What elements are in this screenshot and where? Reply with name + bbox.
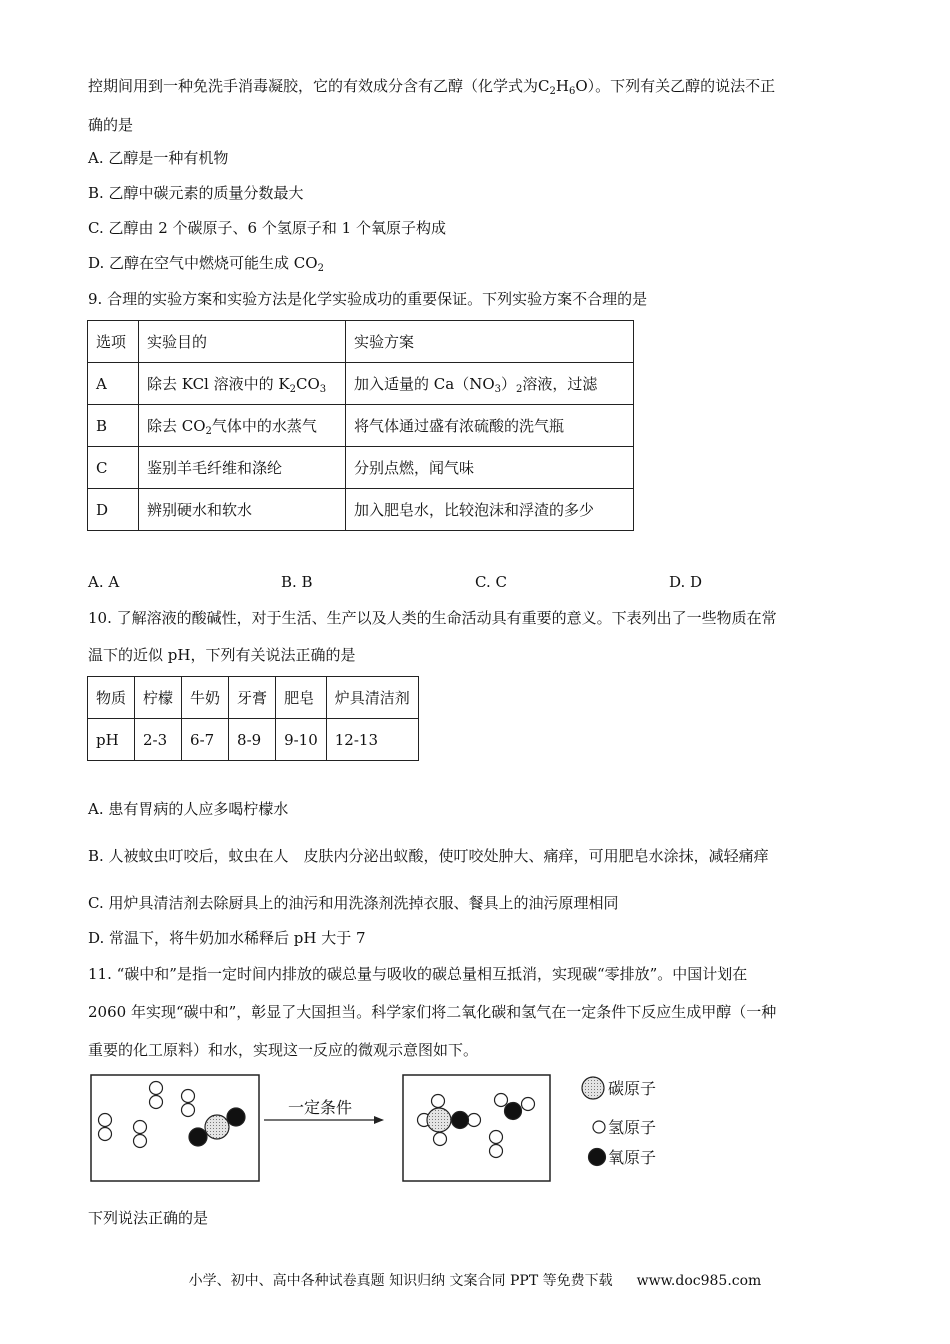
table-cell: 牙膏 bbox=[229, 677, 276, 719]
q8-option-b: B. 乙醇中碳元素的质量分数最大 bbox=[88, 184, 304, 202]
hydrogen-atom-icon bbox=[593, 1121, 605, 1133]
table-cell: 鉴别羊毛纤维和涤纶 bbox=[139, 447, 346, 489]
table-cell: 物质 bbox=[88, 677, 135, 719]
table-cell: 12-13 bbox=[326, 719, 418, 761]
table-cell: 将气体通过盛有浓硫酸的洗气瓶 bbox=[346, 405, 634, 447]
oxygen-atom-icon bbox=[589, 1149, 606, 1166]
legend-hydrogen: 氢原子 bbox=[608, 1118, 657, 1137]
q8-option-d: D. 乙醇在空气中燃烧可能生成 $CO_2$ bbox=[88, 254, 324, 274]
page-footer bbox=[0, 1270, 950, 1290]
q8-option-c: C. 乙醇由 2 个碳原子、6 个氢原子和 1 个氧原子构成 bbox=[88, 219, 446, 237]
arrow-head bbox=[374, 1116, 384, 1124]
table-cell: 加入适量的 $Ca(NO_3)_2$溶液，过滤 bbox=[346, 363, 634, 405]
q10-option-a: A. 患有胃病的人应多喝柠檬水 bbox=[88, 800, 289, 818]
hydrogen-molecules-reactants bbox=[99, 1082, 195, 1148]
table-cell: 9-10 bbox=[276, 719, 327, 761]
carbon-dioxide-molecule bbox=[189, 1108, 245, 1146]
table-cell: 柠檬 bbox=[135, 677, 182, 719]
q8-stem-line2: 确的是 bbox=[88, 116, 134, 134]
q11-stem-line3: 重要的化工原料）和水，实现这一反应的微观示意图如下。 bbox=[88, 1041, 479, 1059]
table-cell: C bbox=[88, 447, 139, 489]
table-cell: 6-7 bbox=[182, 719, 229, 761]
footer-text: 小学、初中、高中各种试卷真题 知识归纳 文案合同 PPT 等免费下载 bbox=[188, 1273, 613, 1289]
table-cell: 辨别硬水和软水 bbox=[139, 489, 346, 531]
table-cell: D bbox=[88, 489, 139, 531]
table-cell: 8-9 bbox=[229, 719, 276, 761]
legend-carbon: 碳原子 bbox=[608, 1079, 657, 1098]
q9-choice-a: A. A bbox=[88, 573, 120, 591]
q8-stem-line1: 控期间用到一种免洗手消毒凝胶，它的有效成分含有乙醇（化学式为$C_2H_6O$）。下列有关乙醇的说法不正 bbox=[88, 77, 776, 97]
legend-oxygen: 氧原子 bbox=[608, 1148, 657, 1167]
table-cell: 实验方案 bbox=[346, 321, 634, 363]
q10-option-c: C. 用炉具清洁剂去除厨具上的油污和用洗涤剂洗掉衣服、餐具上的油污原理相同 bbox=[88, 894, 619, 912]
footer-url[interactable]: www.doc985.com bbox=[636, 1273, 762, 1289]
table-cell: 2-3 bbox=[135, 719, 182, 761]
table-cell: pH bbox=[88, 719, 135, 761]
q11-stem-line1: 11. “碳中和”是指一定时间内排放的碳总量与吸收的碳总量相互抵消，实现碳“零排放”。中国计划在 bbox=[88, 965, 748, 983]
water-molecule bbox=[495, 1094, 535, 1120]
q10-option-d: D. 常温下，将牛奶加水稀释后 pH 大于 7 bbox=[88, 929, 366, 947]
table-cell: 牛奶 bbox=[182, 677, 229, 719]
table-cell: 加入肥皂水，比较泡沫和浮渣的多少 bbox=[346, 489, 634, 531]
products-box bbox=[403, 1075, 550, 1181]
table-cell: 除去 $CO_2$气体中的水蒸气 bbox=[139, 405, 346, 447]
arrow-label: 一定条件 bbox=[287, 1098, 353, 1117]
q9-stem: 9. 合理的实验方案和实验方法是化学实验成功的重要保证。下列实验方案不合理的是 bbox=[88, 290, 648, 308]
table-cell: 分别点燃，闻气味 bbox=[346, 447, 634, 489]
table-cell: 实验目的 bbox=[139, 321, 346, 363]
q9-choice-c: C. C bbox=[475, 573, 507, 591]
table-cell: 炉具清洁剂 bbox=[326, 677, 418, 719]
q10-option-b: B. 人被蚊虫叮咬后，蚊虫在人 皮肤内分泌出蚁酸，使叮咬处肿大、痛痒，可用肥皂水涂抹，减轻痛痒 bbox=[88, 847, 769, 865]
q9-choice-b: B. B bbox=[281, 573, 313, 591]
hydrogen-molecule-products bbox=[490, 1131, 503, 1158]
q10-stem-line1: 10. 了解溶液的酸碱性，对于生活、生产以及人类的生命活动具有重要的意义。下表列出了一些物质在常 bbox=[88, 609, 777, 627]
carbon-atom-icon bbox=[582, 1077, 604, 1099]
q8-option-a: A. 乙醇是一种有机物 bbox=[88, 149, 229, 167]
reactants-box bbox=[91, 1075, 259, 1181]
table-cell: 选项 bbox=[88, 321, 139, 363]
table-cell: A bbox=[88, 363, 139, 405]
q9-choice-d: D. D bbox=[669, 573, 703, 591]
table-cell: 除去 KCl 溶液中的 $K_2CO_3$ bbox=[139, 363, 346, 405]
q11-stem-line2: 2060 年实现“碳中和”，彰显了大国担当。科学家们将二氧化碳和氢气在一定条件下反应生成甲醇（一种 bbox=[88, 1003, 777, 1021]
methanol-molecule bbox=[418, 1095, 481, 1146]
q10-stem-line2: 温下的近似 pH，下列有关说法正确的是 bbox=[88, 646, 356, 664]
q11-question: 下列说法正确的是 bbox=[88, 1209, 209, 1227]
table-cell: 肥皂 bbox=[276, 677, 327, 719]
table-cell: B bbox=[88, 405, 139, 447]
